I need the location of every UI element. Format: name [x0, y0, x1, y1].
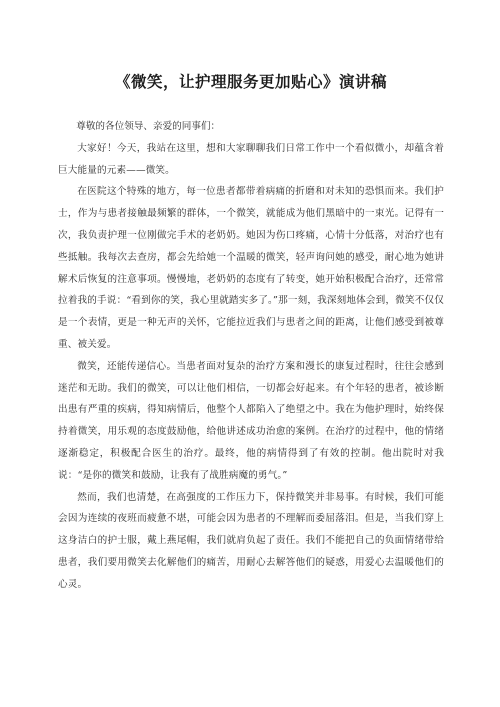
paragraph-2: 在医院这个特殊的地方，每一位患者都带着病痛的折磨和对未知的恐惧而来。我们护士，作为与患者接触最频繁的群体，一个微笑，就能成为他们黑暗中的一束光。记得有一次，我负责护理一位刚做完手术的老奶奶。她因为伤口疼痛，心情十分低落，对治疗也有些抵触。我每次去查房，都会先给她一个温暖的微笑，轻声询问她的感受，耐心地为她讲解术后恢复的注意事项。慢慢地，老奶奶的态度有了转变，她开始积极配合治疗，还常常拉着我的手说：“看到你的笑，我心里就踏实多了。”那一刻，我深刻地体会到，微笑不仅仅是一个表情，更是一种无声的关怀，它能拉近我们与患者之间的距离，让他们感受到被尊重、被关爱。	[58, 186, 444, 350]
paragraph-4: 然而，我们也清楚，在高强度的工作压力下，保持微笑并非易事。有时候，我们可能会因为连续的夜班而疲惫不堪，可能会因为患者的不理解而委屈落泪。但是，当我们穿上这身洁白的护士服，戴上燕尾帽，我们就肩负起了责任。我们不能把自己的负面情绪带给患者，我们要用微笑去化解他们的痛苦，用耐心去解答他们的疑惑，用爱心去温暖他们的心灵。	[58, 491, 444, 590]
salutation: 尊敬的各位领导、亲爱的同事们：	[76, 121, 221, 132]
paragraph-3: 微笑，还能传递信心。当患者面对复杂的治疗方案和漫长的康复过程时，往往会感到迷茫和无助。我们的微笑，可以让他们相信，一切都会好起来。有个年轻的患者，被诊断出患有严重的疾病，得知病情后，他整个人都陷入了绝望之中。我在为他护理时，始终保持着微笑，用乐观的态度鼓励他，给他讲述成功治愈的案例。在治疗的过程中，他的情绪逐渐稳定，积极配合医生的治疗。最终，他的病情得到了有效的控制。他出院时对我说：“是你的微笑和鼓励，让我有了战胜病魔的勇气。”	[58, 360, 444, 481]
paragraph-1: 大家好！今天，我站在这里，想和大家聊聊我们日常工作中一个看似微小，却蕴含着巨大能量的元素——微笑。	[58, 142, 444, 176]
document-title: 《微笑，让护理服务更加贴心》演讲稿	[114, 73, 387, 91]
